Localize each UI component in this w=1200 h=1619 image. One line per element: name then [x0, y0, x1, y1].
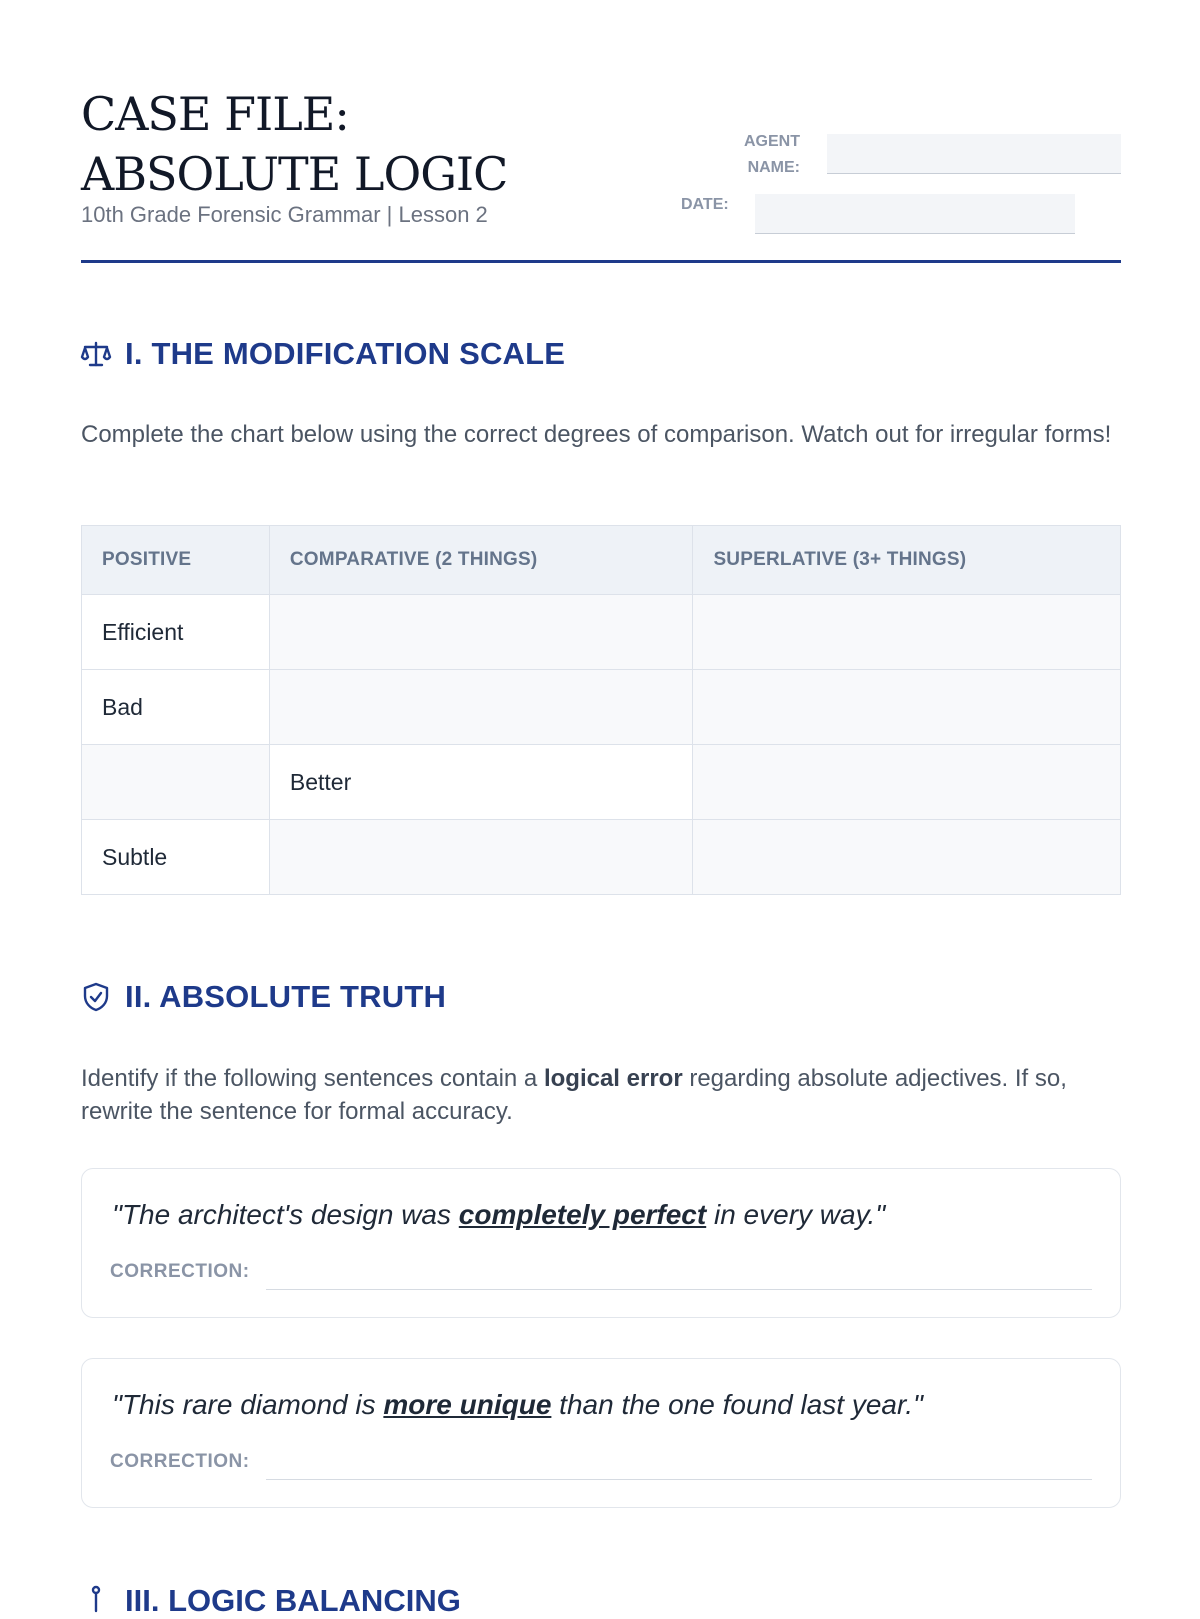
shield-check-icon [81, 982, 111, 1012]
section-2-title: II. ABSOLUTE TRUTH [125, 979, 447, 1014]
sentence-card-1 [81, 1168, 1121, 1318]
instr-part-a: Identify if the following sentences contain a [81, 1065, 544, 1092]
agent-name-label [728, 129, 800, 181]
sentence-post: in every way." [706, 1199, 886, 1230]
col-header-comparative: COMPARATIVE (2 THINGS) [269, 526, 693, 595]
section-2-heading [81, 979, 446, 1015]
section-3-heading [81, 1583, 461, 1619]
cell-positive: Subtle [82, 820, 270, 895]
correction-input-line[interactable] [266, 1289, 1092, 1290]
section-3-title: III. LOGIC BALANCING [125, 1583, 461, 1618]
table-header-row [82, 526, 1121, 595]
comparison-table [81, 525, 1121, 895]
sentence-post: than the one found last year." [551, 1389, 923, 1420]
cell-superlative-input[interactable] [693, 595, 1121, 670]
cell-superlative-input[interactable] [693, 745, 1121, 820]
table-row [82, 595, 1121, 670]
cell-comparative: Better [269, 745, 693, 820]
sentence-pre: "The architect's design was [112, 1199, 459, 1230]
date-label: DATE: [681, 196, 729, 213]
sentence-pre: "This rare diamond is [112, 1389, 384, 1420]
cell-positive: Efficient [82, 595, 270, 670]
cell-comparative-input[interactable] [269, 820, 693, 895]
table-row [82, 745, 1121, 820]
instr-bold: logical error [543, 1065, 683, 1092]
table-row [82, 670, 1121, 745]
sentence-card-2 [81, 1358, 1121, 1508]
table-row [82, 820, 1121, 895]
sentence-text [112, 1199, 885, 1231]
page-subtitle: 10th Grade Forensic Grammar | Lesson 2 [81, 202, 488, 227]
section-1-heading [81, 336, 565, 372]
date-field[interactable] [755, 194, 1075, 234]
header [81, 84, 1121, 264]
agent-label-line2: NAME: [747, 159, 800, 176]
section-1-title: I. THE MODIFICATION SCALE [125, 336, 566, 371]
cell-positive: Bad [82, 670, 270, 745]
agent-label-line1: AGENT [744, 133, 800, 150]
agent-name-field[interactable] [827, 134, 1121, 174]
header-divider [81, 260, 1121, 263]
correction-label: CORRECTION: [110, 1451, 250, 1472]
cell-comparative-input[interactable] [269, 670, 693, 745]
section-1-instructions: Complete the chart below using the correct degrees of comparison. Watch out for irregular forms! [81, 421, 1112, 448]
sentence-error-phrase: completely perfect [458, 1199, 707, 1230]
cell-comparative-input[interactable] [269, 595, 693, 670]
balance-icon [81, 1584, 111, 1619]
scale-icon [81, 339, 111, 369]
sentence-error-phrase: more unique [383, 1389, 552, 1420]
col-header-positive: POSITIVE [82, 526, 270, 595]
page-title: CASE FILE: ABSOLUTE LOGIC [81, 87, 508, 201]
sentence-text [112, 1389, 923, 1421]
cell-superlative-input[interactable] [693, 670, 1121, 745]
col-header-superlative: SUPERLATIVE (3+ THINGS) [693, 526, 1121, 595]
correction-label: CORRECTION: [110, 1261, 250, 1282]
cell-superlative-input[interactable] [693, 820, 1121, 895]
correction-input-line[interactable] [266, 1479, 1092, 1480]
cell-positive-input[interactable] [82, 745, 270, 820]
section-2-instructions [81, 1062, 1121, 1128]
instr-part-b: regarding absolute adjectives. If so, rewrite the sentence for formal accuracy. [81, 1065, 1067, 1125]
